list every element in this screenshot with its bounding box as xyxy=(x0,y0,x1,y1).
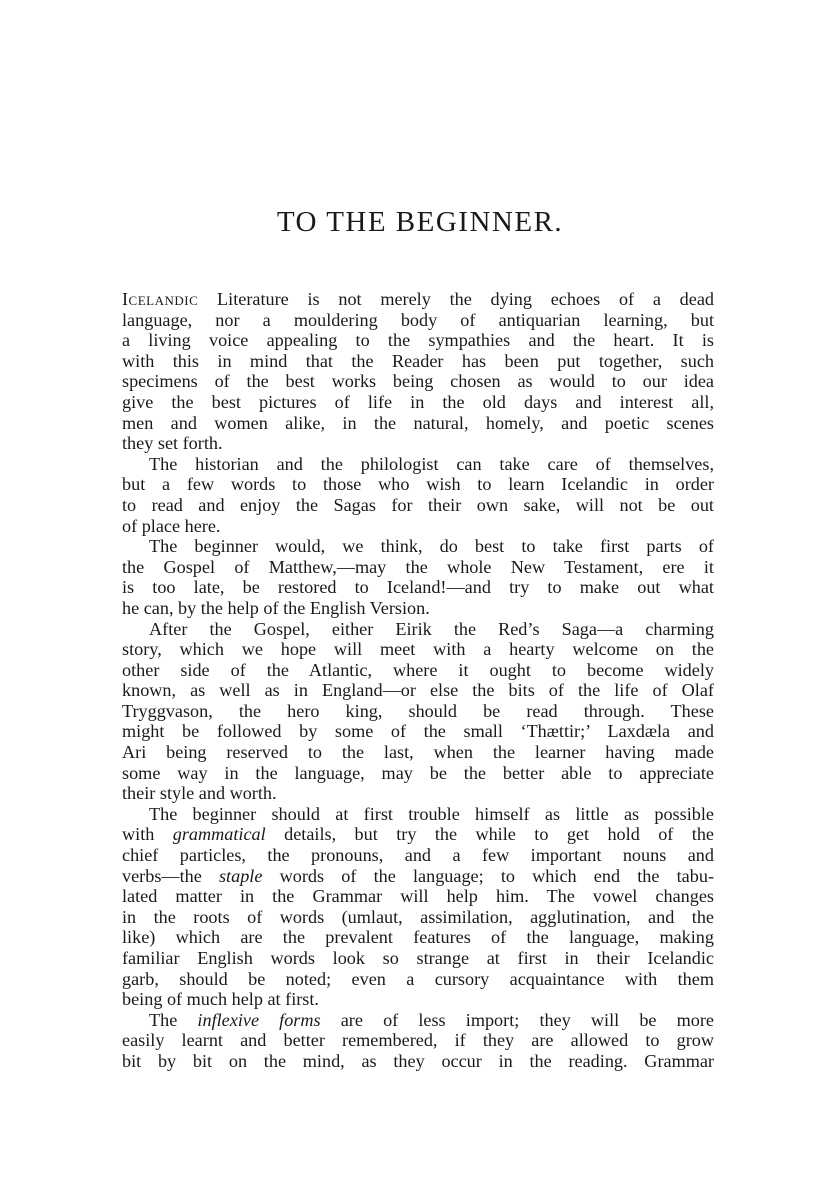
text-line: in the roots of words (umlaut, assimilation, agglutination, and the xyxy=(122,906,714,927)
text-line: language, nor a mouldering body of antiquarian learning, but xyxy=(122,309,714,330)
text-line: Tryggvason, the hero king, should be read through. These xyxy=(122,700,714,721)
text-line: a living voice appealing to the sympathies and the heart. It is xyxy=(122,330,714,351)
text-line: The inflexive forms are of less import; they will be more xyxy=(149,1009,714,1030)
text-line: with this in mind that the Reader has been put together, such xyxy=(122,350,714,371)
text-line: to read and enjoy the Sagas for their own sake, will not be out xyxy=(122,494,714,515)
text-line: garb, should be noted; even a cursory acquaintance with them xyxy=(122,968,714,989)
text-line: story, which we hope will meet with a hearty welcome on the xyxy=(122,639,714,660)
text-line: verbs—the staple words of the language; to which end the tabu- xyxy=(122,865,714,886)
text-line: chief particles, the pronouns, and a few important nouns and xyxy=(122,845,714,866)
text-line: with grammatical details, but try the while to get hold of the xyxy=(122,824,714,845)
body-text xyxy=(122,289,714,1072)
text-line: might be followed by some of the small ‘Thættir;’ Laxdæla and xyxy=(122,721,714,742)
text-line: they set forth. xyxy=(122,433,223,454)
text-line: known, as well as in England—or else the bits of the life of Olaf xyxy=(122,680,714,701)
text-line: the Gospel of Matthew,—may the whole New Testament, ere it xyxy=(122,556,714,577)
text-line: but a few words to those who wish to learn Icelandic in order xyxy=(122,474,714,495)
text-line: he can, by the help of the English Version. xyxy=(122,597,430,618)
text-line: Icelandic Literature is not merely the dying echoes of a dead xyxy=(122,289,714,309)
text-line: specimens of the best works being chosen as would to our idea xyxy=(122,371,714,392)
text-line: bit by bit on the mind, as they occur in the reading. Grammar xyxy=(122,1050,714,1071)
text-line: give the best pictures of life in the old days and interest all, xyxy=(122,391,714,412)
text-line: After the Gospel, either Eirik the Red’s Saga—a charming xyxy=(149,618,714,639)
text-line: being of much help at first. xyxy=(122,989,319,1010)
text-line: The beginner would, we think, do best to take first parts of xyxy=(149,536,714,557)
text-line: of place here. xyxy=(122,515,221,536)
text-line: men and women alike, in the natural, homely, and poetic scenes xyxy=(122,412,714,433)
text-line: like) which are the prevalent features of the language, making xyxy=(122,927,714,948)
text-line: some way in the language, may be the better able to appreciate xyxy=(122,762,714,783)
page-title: TO THE BEGINNER. xyxy=(276,206,564,238)
text-line: easily learnt and better remembered, if they are allowed to grow xyxy=(122,1030,714,1051)
italic-word: inflexive forms xyxy=(197,1009,321,1030)
text-line: their style and worth. xyxy=(122,783,277,804)
text-line: familiar English words look so strange at first in their Icelandic xyxy=(122,948,714,968)
text-line: The beginner should at first trouble himself as little as possible xyxy=(149,803,714,824)
text-line: Ari being reserved to the last, when the learner having made xyxy=(122,742,714,763)
italic-word: grammatical xyxy=(172,824,266,845)
drop-word: Icelandic xyxy=(122,289,199,309)
text-line: The historian and the philologist can take care of themselves, xyxy=(149,453,714,474)
text-line: other side of the Atlantic, where it ought to become widely xyxy=(122,659,714,680)
text-line: lated matter in the Grammar will help him. The vowel changes xyxy=(122,886,714,907)
italic-word: staple xyxy=(218,865,263,886)
text-line: is too late, be restored to Iceland!—and try to make out what xyxy=(122,577,714,598)
